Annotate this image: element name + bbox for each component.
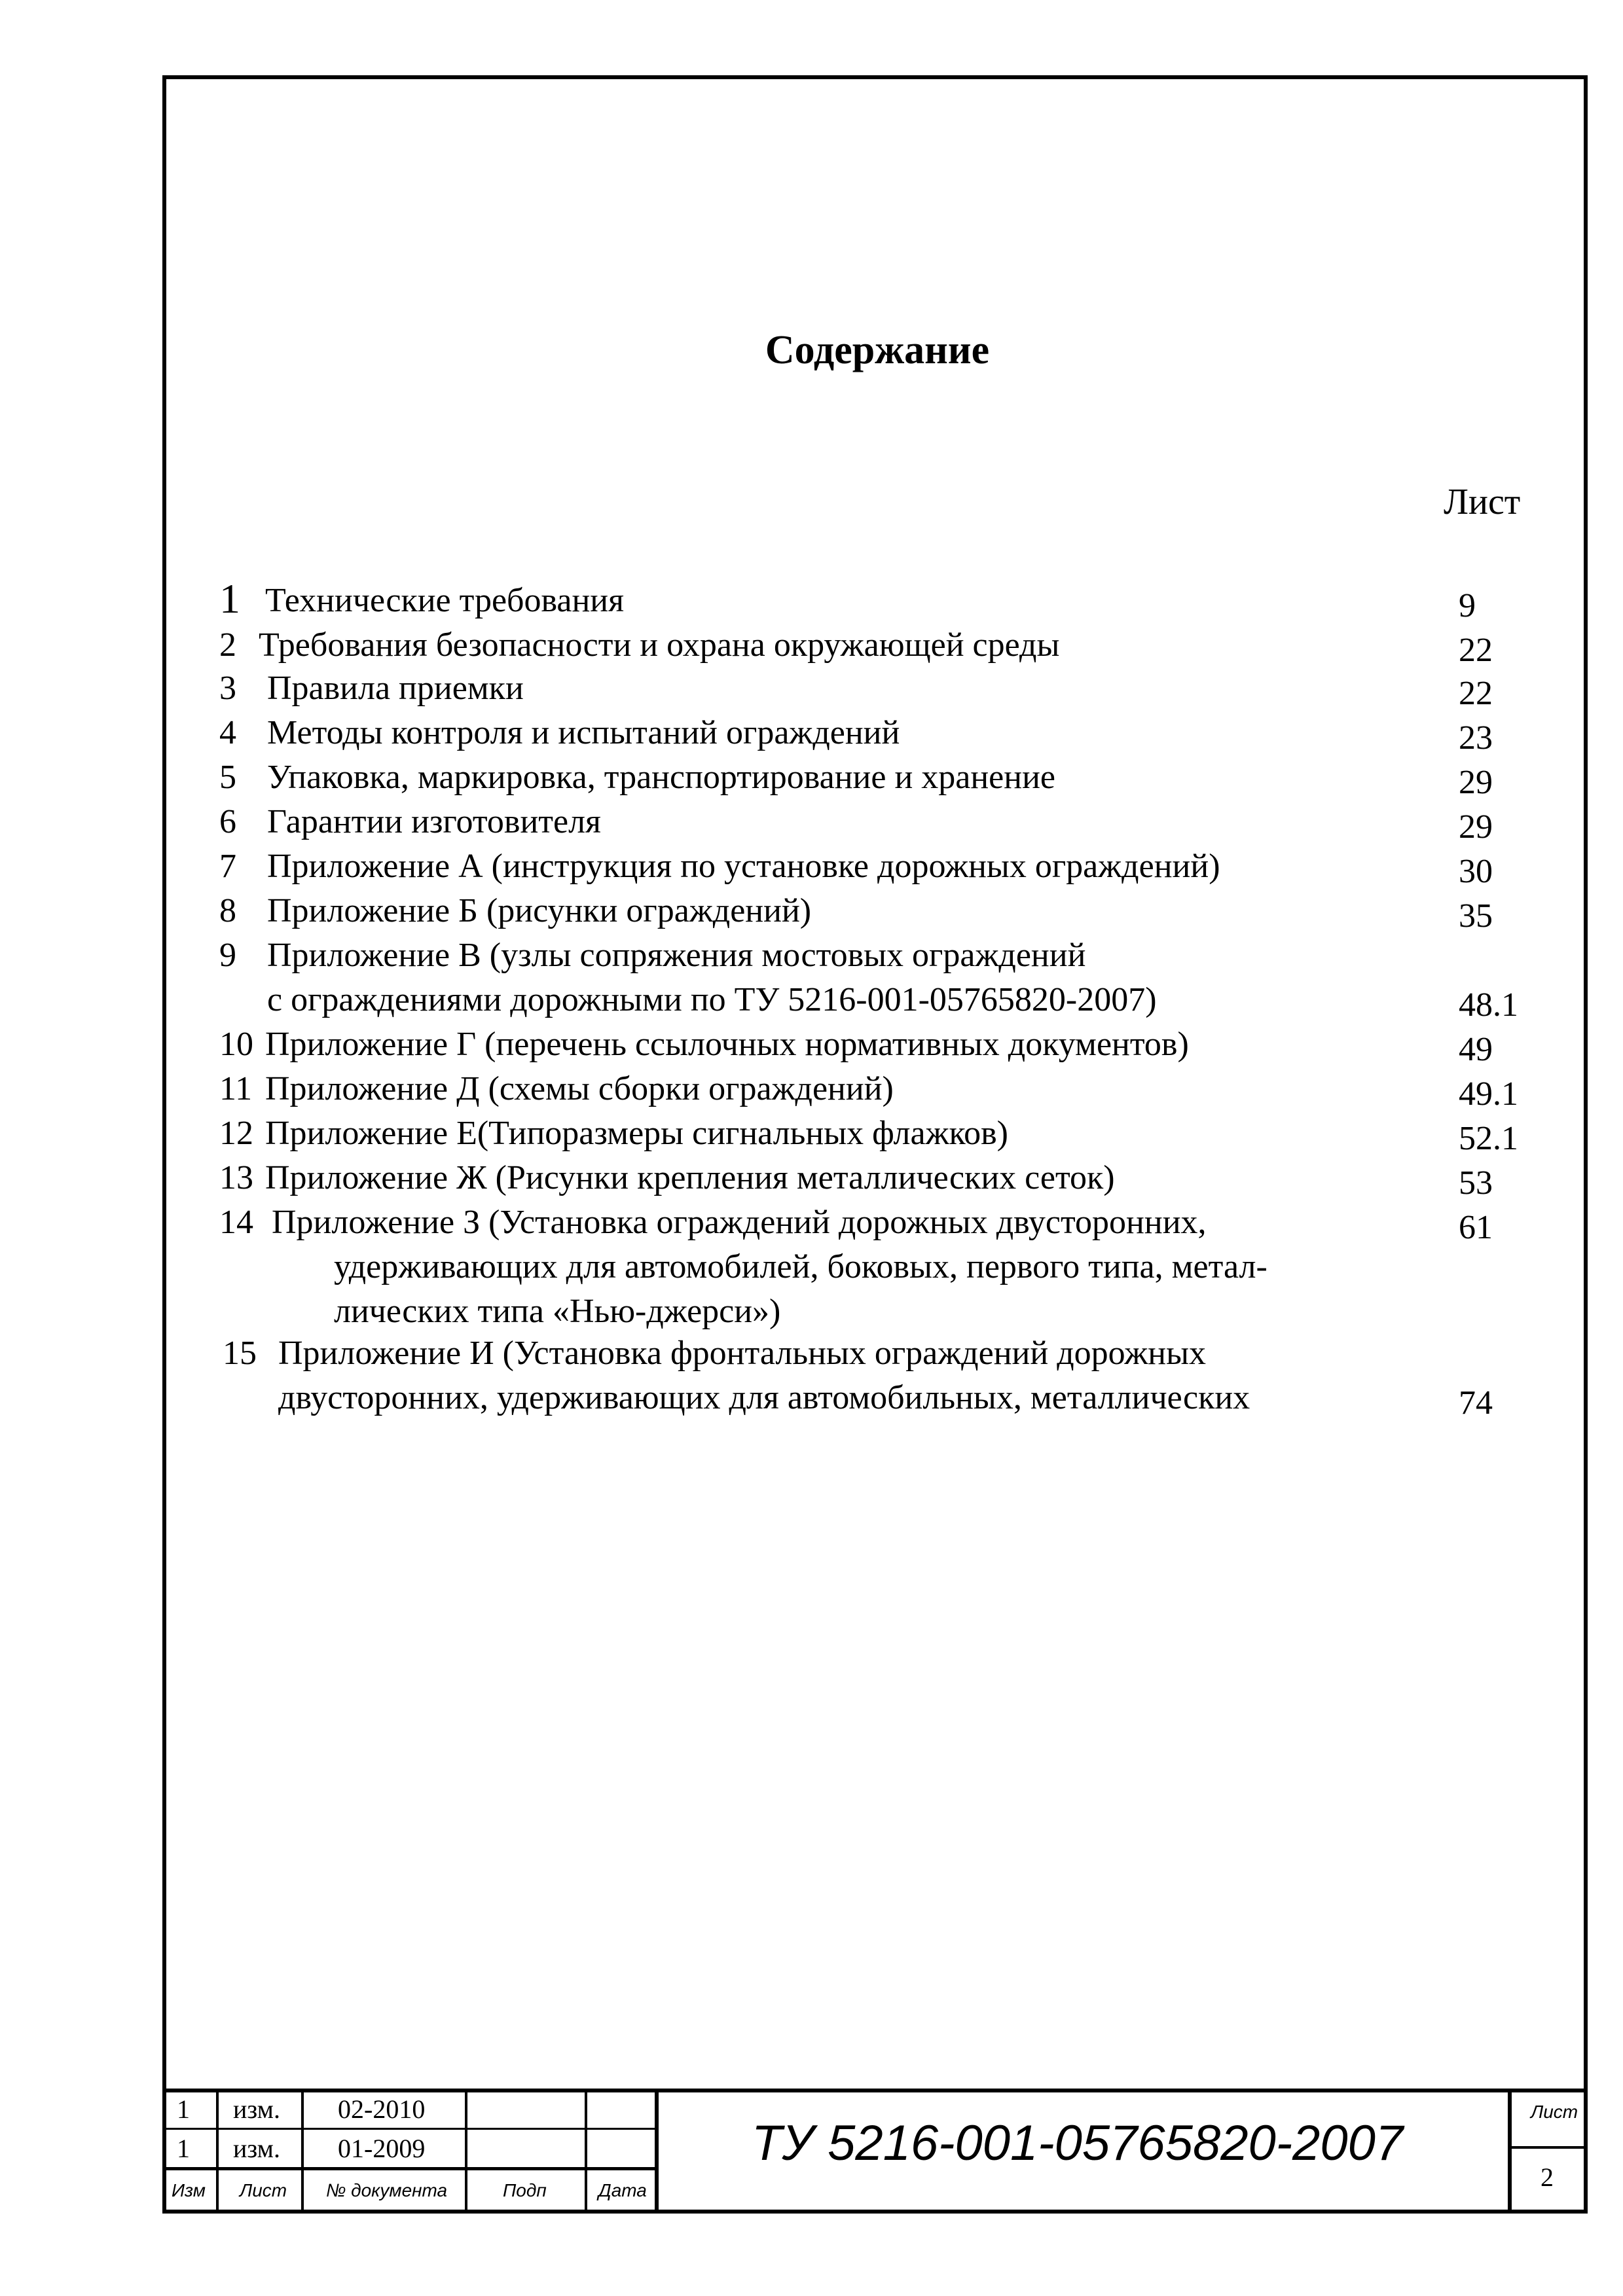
toc-item bbox=[0, 1069, 1623, 1115]
toc-item-page: 22 bbox=[1459, 632, 1493, 669]
toc-item-page: 61 bbox=[1459, 1209, 1493, 1246]
toc-item-title: Приложение Б (рисунки ограждений) bbox=[267, 892, 812, 929]
toc-item-number: 6 bbox=[219, 803, 236, 840]
toc-item-number: 4 bbox=[219, 714, 236, 751]
toc-item-number: 7 bbox=[219, 848, 236, 885]
toc-item-number: 10 bbox=[219, 1026, 253, 1063]
title-block-col-line bbox=[655, 2089, 659, 2214]
toc-item-page: 49.1 bbox=[1459, 1075, 1518, 1113]
toc-item bbox=[0, 575, 1623, 627]
toc-item-title: Гарантии изготовителя bbox=[267, 803, 601, 840]
revision-date-code: 02-2010 bbox=[338, 2094, 426, 2124]
sheet-box-line bbox=[1508, 2089, 1512, 2214]
toc-item-page: 74 bbox=[1459, 1384, 1493, 1422]
toc-item-page: 22 bbox=[1459, 675, 1493, 712]
toc-item-number: 14 bbox=[219, 1204, 253, 1241]
toc-item-title: Упаковка, маркировка, транспортирование и хранение bbox=[267, 759, 1055, 796]
toc-item-title: Приложение Ж (Рисунки крепления металлических сеток) bbox=[265, 1159, 1115, 1196]
toc-item bbox=[0, 891, 1623, 937]
toc-item bbox=[0, 758, 1623, 804]
toc-item bbox=[0, 847, 1623, 893]
toc-item-number: 8 bbox=[219, 892, 236, 929]
revision-type: изм. bbox=[233, 2134, 280, 2163]
toc-item bbox=[0, 1203, 1623, 1340]
title-block-row-line bbox=[162, 2167, 657, 2170]
header-document-number: № документа bbox=[326, 2180, 448, 2200]
toc-item-page: 53 bbox=[1459, 1164, 1493, 1202]
sheet-column-label: Лист bbox=[1444, 482, 1521, 522]
toc-item-title: Методы контроля и испытаний ограждений bbox=[267, 714, 900, 751]
toc-item-number: 5 bbox=[219, 759, 236, 796]
toc-item-title: Приложение А (инструкция по установке дорожных ограждений) bbox=[267, 848, 1220, 885]
revision-type: изм. bbox=[233, 2094, 280, 2124]
page-title: Содержание bbox=[765, 328, 990, 372]
title-block-col-line bbox=[301, 2089, 304, 2214]
toc-item-number: 9 bbox=[219, 937, 236, 974]
title-block-col-line bbox=[216, 2089, 219, 2214]
title-block-col-line bbox=[585, 2089, 587, 2214]
toc-item-page: 49 bbox=[1459, 1031, 1493, 1068]
toc-item-page: 30 bbox=[1459, 853, 1493, 890]
toc-item bbox=[0, 1334, 1623, 1426]
toc-item-title-continued: двусторонних, удерживающих для автомобильных, металлических bbox=[278, 1379, 1250, 1416]
toc-item bbox=[0, 1025, 1623, 1071]
revision-number: 1 bbox=[177, 2134, 190, 2163]
sheet-label: Лист bbox=[1531, 2102, 1578, 2122]
toc-item-title: Приложение Д (схемы сборки ограждений) bbox=[265, 1070, 894, 1107]
title-block-row-line bbox=[162, 2128, 657, 2130]
toc-item-title: Требования безопасности и охрана окружающей среды bbox=[259, 626, 1060, 664]
toc-item-title: Приложение З (Установка ограждений дорожных двусторонних, bbox=[272, 1204, 1207, 1241]
toc-item-title: Технические требования bbox=[265, 582, 625, 619]
toc-item-number: 2 bbox=[219, 626, 236, 664]
toc-item bbox=[0, 1114, 1623, 1160]
toc-item bbox=[0, 1158, 1623, 1204]
toc-item-number: 13 bbox=[219, 1159, 253, 1196]
sheet-number: 2 bbox=[1541, 2162, 1554, 2192]
header-date: Дата bbox=[598, 2180, 647, 2200]
toc-item-title: Приложение В (узлы сопряжения мостовых ограждений bbox=[267, 937, 1086, 974]
toc-item bbox=[0, 669, 1623, 715]
revision-date-code: 01-2009 bbox=[338, 2134, 426, 2163]
toc-item-page: 35 bbox=[1459, 897, 1493, 935]
title-block bbox=[162, 2089, 1588, 2214]
sheet-box-line bbox=[1508, 2146, 1588, 2149]
toc-item-number: 15 bbox=[223, 1335, 257, 1372]
toc-item-number: 11 bbox=[219, 1070, 253, 1107]
toc-item-page: 23 bbox=[1459, 719, 1493, 757]
toc-item-number: 3 bbox=[219, 670, 236, 707]
toc-item-title: Приложение Е(Типоразмеры сигнальных флажков) bbox=[265, 1115, 1008, 1152]
title-block-col-line bbox=[465, 2089, 467, 2214]
toc-item-page: 29 bbox=[1459, 808, 1493, 846]
toc-item-title-continued: удерживающих для автомобилей, боковых, первого типа, метал- bbox=[334, 1248, 1267, 1285]
header-izm: Изм bbox=[172, 2180, 206, 2200]
toc-item bbox=[0, 713, 1623, 759]
toc-item-title: Приложение Г (перечень ссылочных нормативных документов) bbox=[265, 1026, 1189, 1063]
toc-item bbox=[0, 626, 1623, 672]
toc-item-page: 9 bbox=[1459, 587, 1476, 624]
document-code: ТУ 5216-001-05765820-2007 bbox=[752, 2115, 1404, 2171]
toc-item-title-continued: лических типа «Нью-джерси») bbox=[334, 1293, 781, 1330]
toc-item bbox=[0, 936, 1623, 1028]
toc-item-page: 48.1 bbox=[1459, 986, 1518, 1024]
toc-item-title-continued: с ограждениями дорожными по ТУ 5216-001-05765820-2007) bbox=[267, 981, 1157, 1018]
toc-item-title: Правила приемки bbox=[267, 670, 524, 707]
toc-item-page: 52.1 bbox=[1459, 1120, 1518, 1157]
header-list: Лист bbox=[240, 2180, 287, 2200]
revision-number: 1 bbox=[177, 2094, 190, 2124]
header-signature: Подп bbox=[503, 2180, 547, 2200]
toc-item-title: Приложение И (Установка фронтальных ограждений дорожных bbox=[278, 1335, 1207, 1372]
toc-item-number: 1 bbox=[219, 575, 240, 622]
toc-item bbox=[0, 802, 1623, 848]
title-block-top-border bbox=[162, 2089, 1588, 2092]
toc-item-number: 12 bbox=[219, 1115, 253, 1152]
toc-item-page: 29 bbox=[1459, 764, 1493, 801]
